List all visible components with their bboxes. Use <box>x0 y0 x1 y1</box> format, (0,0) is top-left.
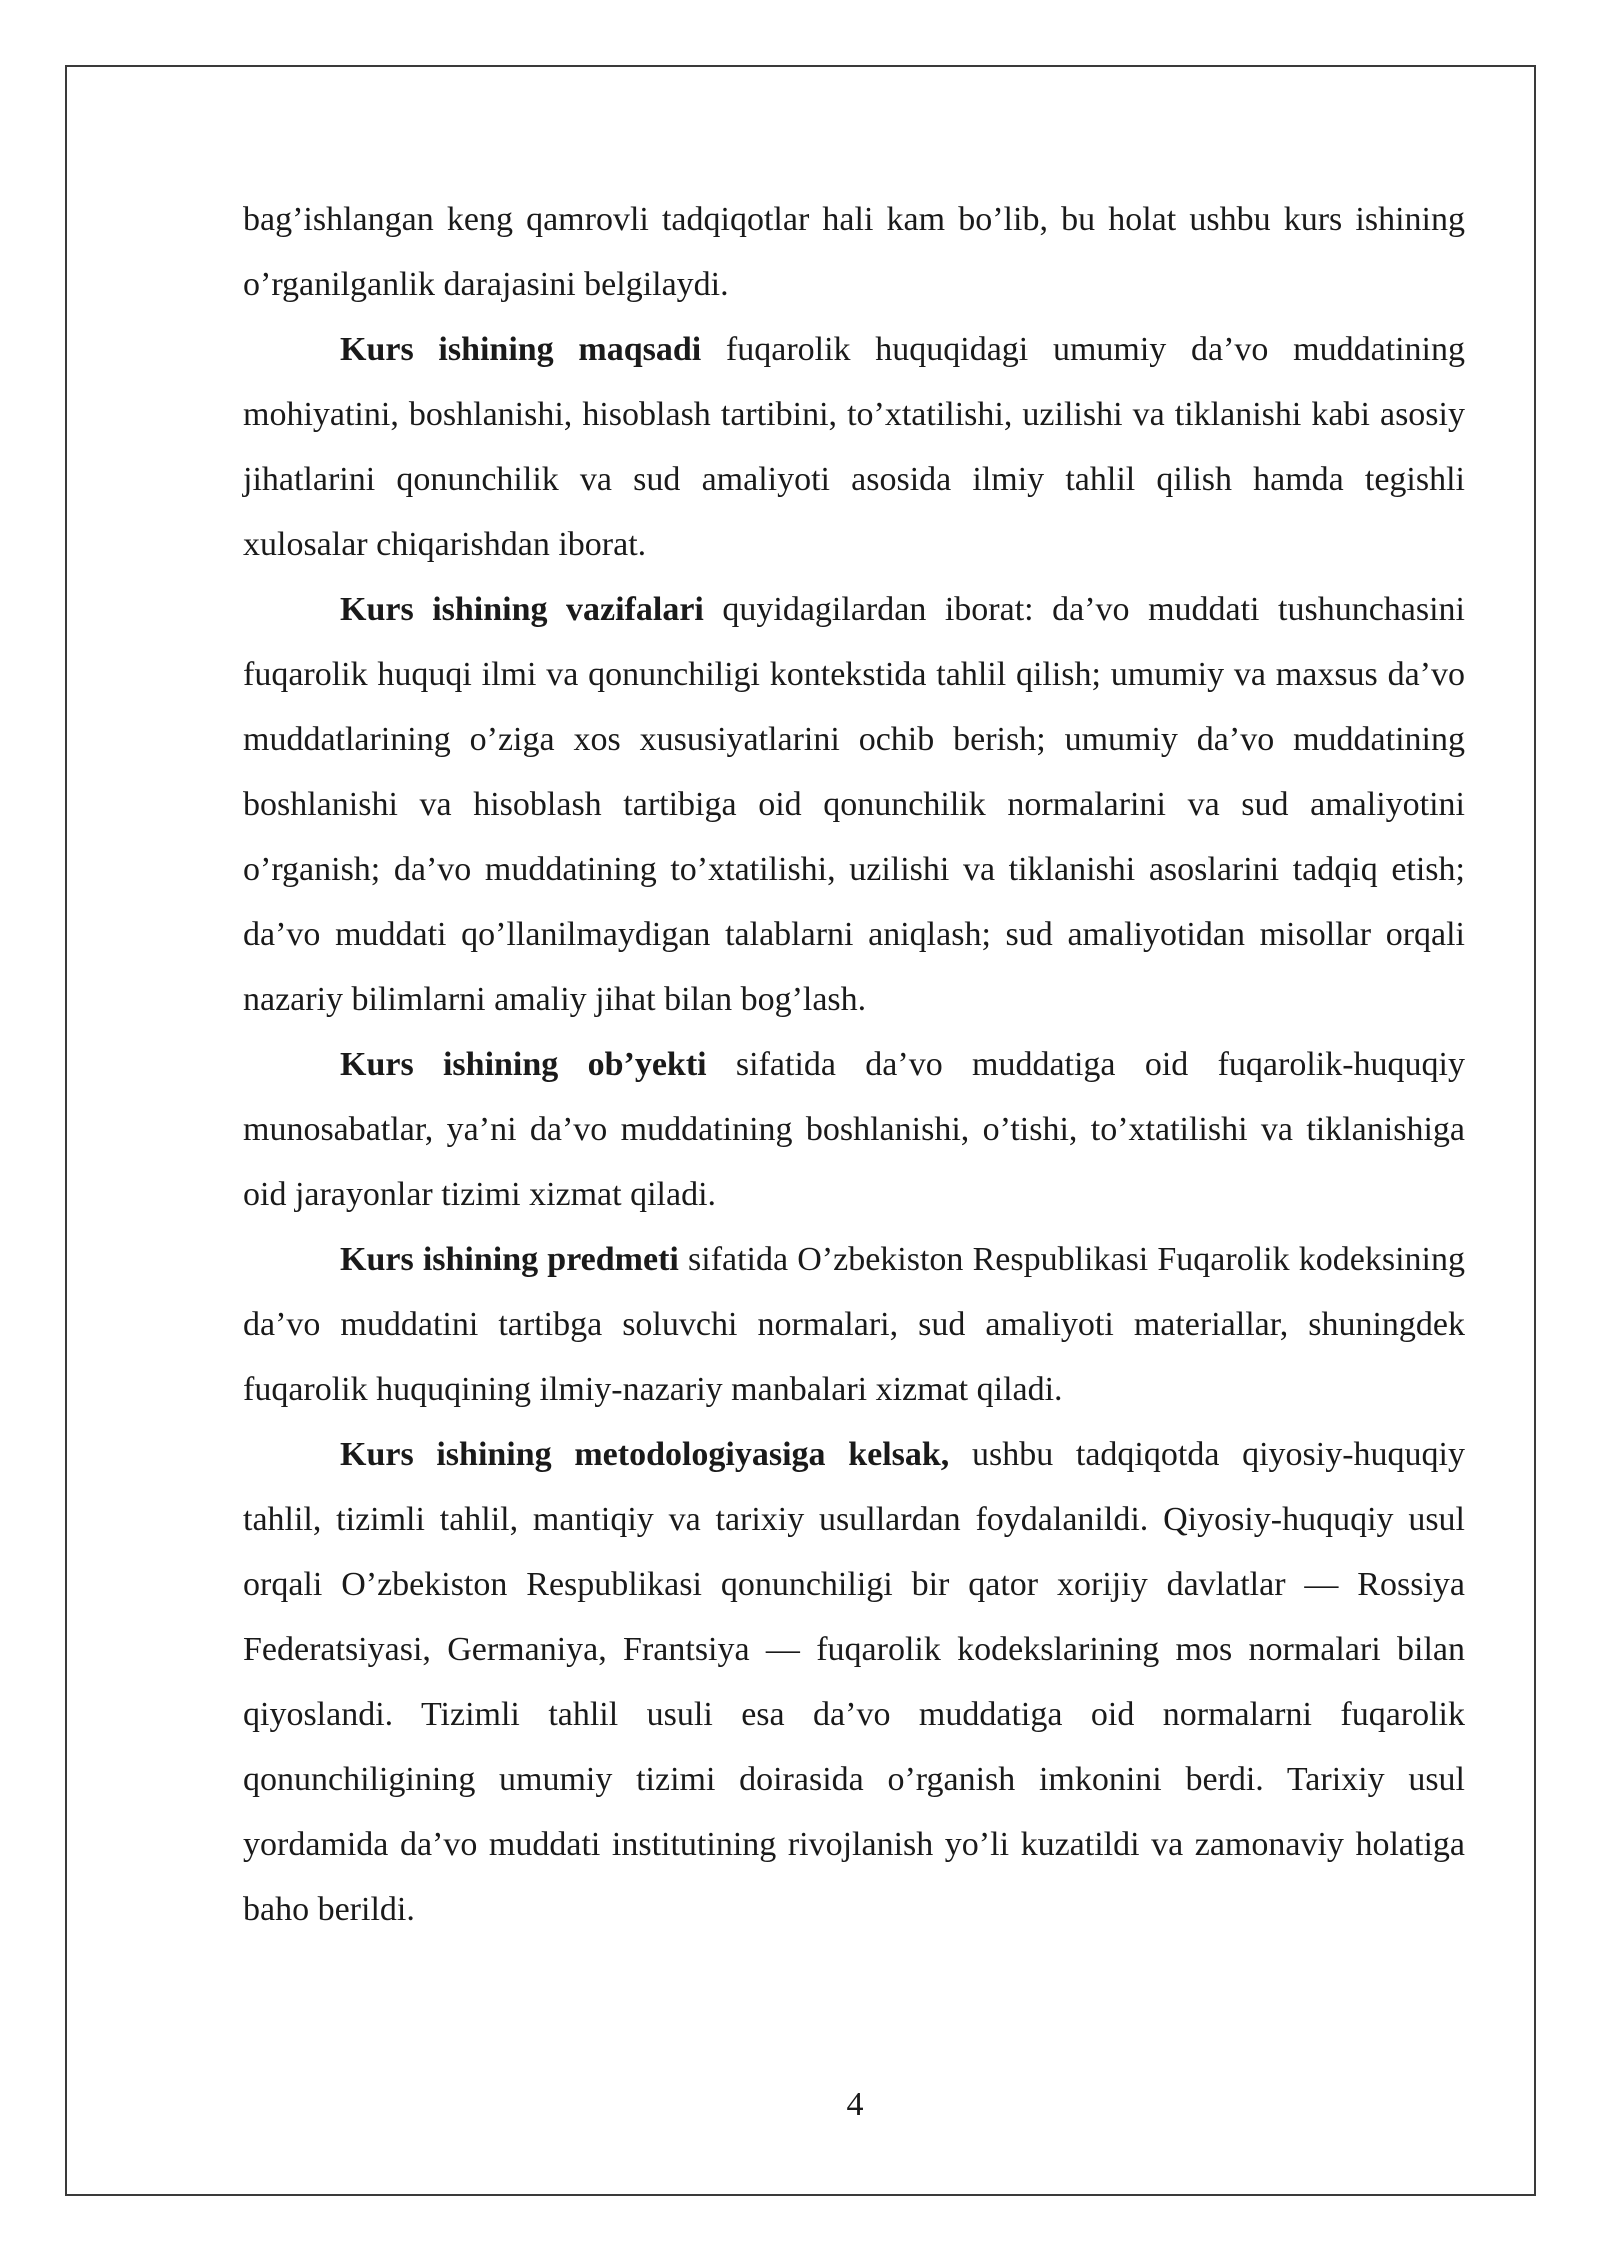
paragraph-text: sifatida da’vo muddatiga oid fuqarolik-huquqiy munosabatlar, ya’ni da’vo muddatining boshlanishi, o’tishi, to’xtatilishi va tiklanishiga oid jarayonlar tizimi xizmat qiladi. <box>243 1046 1465 1213</box>
paragraph-text: quyidagilardan iborat: da’vo muddati tushunchasini fuqarolik huquqi ilmi va qonunchiligi kontekstida tahlil qilish; umumiy va maxsus da’vo muddatlarining o’ziga xos xususiyatlarini ochib berish; umumiy da’vo muddatining boshlanishi va hisoblash tartibiga oid qonunchilik normalarini va sud amaliyotini o’rganish; da’vo muddatining to’xtatilishi, uzilishi va tiklanishi asoslarini tadqiq etish; da’vo muddati qo’llanilmaydigan talablarni aniqlash; sud amaliyotidan misollar orqali nazariy bilimlarni amaliy jihat bilan bog’lash. <box>243 591 1465 1018</box>
paragraph-heading: Kurs ishining maqsadi <box>340 331 702 368</box>
paragraph-heading: Kurs ishining vazifalari <box>340 591 704 628</box>
paragraph-heading: Kurs ishining ob’yekti <box>340 1046 707 1083</box>
paragraph-text: bag’ishlangan keng qamrovli tadqiqotlar hali kam bo’lib, bu holat ushbu kurs ishining o’rganilganlik darajasini belgilaydi. <box>243 201 1465 303</box>
paragraph-tasks <box>243 577 1465 1032</box>
page-number: 4 <box>846 2086 864 2123</box>
paragraph-text: ushbu tadqiqotda qiyosiy-huquqiy tahlil, tizimli tahlil, mantiqiy va tarixiy usullardan foydalanildi. Qiyosiy-huquqiy usul orqali O’zbekiston Respublikasi qonunchiligi bir qator xorijiy davlatlar — Rossiya Federatsiyasi, Germaniya, Frantsiya — fuqarolik kodekslarining mos normalari bilan qiyoslandi. Tizimli tahlil usuli esa da’vo muddatiga oid normalarni fuqarolik qonunchiligining umumiy tizimi doirasida o’rganish imkonini berdi. Tarixiy usul yordamida da’vo muddati institutining rivojlanish yo’li kuzatildi va zamonaviy holatiga baho berildi. <box>243 1436 1465 1928</box>
paragraph-text: sifatida O’zbekiston Respublikasi Fuqarolik kodeksining da’vo muddatini tartibga soluvchi normalari, sud amaliyoti materiallar, shuningdek fuqarolik huquqining ilmiy-nazariy manbalari xizmat qiladi. <box>243 1241 1465 1408</box>
paragraph-goal <box>243 317 1465 577</box>
paragraph-text: fuqarolik huquqidagi umumiy da’vo muddatining mohiyatini, boshlanishi, hisoblash tartibini, to’xtatilishi, uzilishi va tiklanishi kabi asosiy jihatlarini qonunchilik va sud amaliyoti asosida ilmiy tahlil qilish hamda tegishli xulosalar chiqarishdan iborat. <box>243 331 1465 563</box>
paragraph-continuation <box>243 187 1465 317</box>
paragraph-object <box>243 1032 1465 1227</box>
paragraph-heading: Kurs ishining metodologiyasiga kelsak, <box>340 1436 950 1473</box>
paragraph-heading: Kurs ishining predmeti <box>340 1241 679 1278</box>
document-body <box>243 187 1465 1942</box>
paragraph-methodology <box>243 1422 1465 1942</box>
paragraph-subject <box>243 1227 1465 1422</box>
